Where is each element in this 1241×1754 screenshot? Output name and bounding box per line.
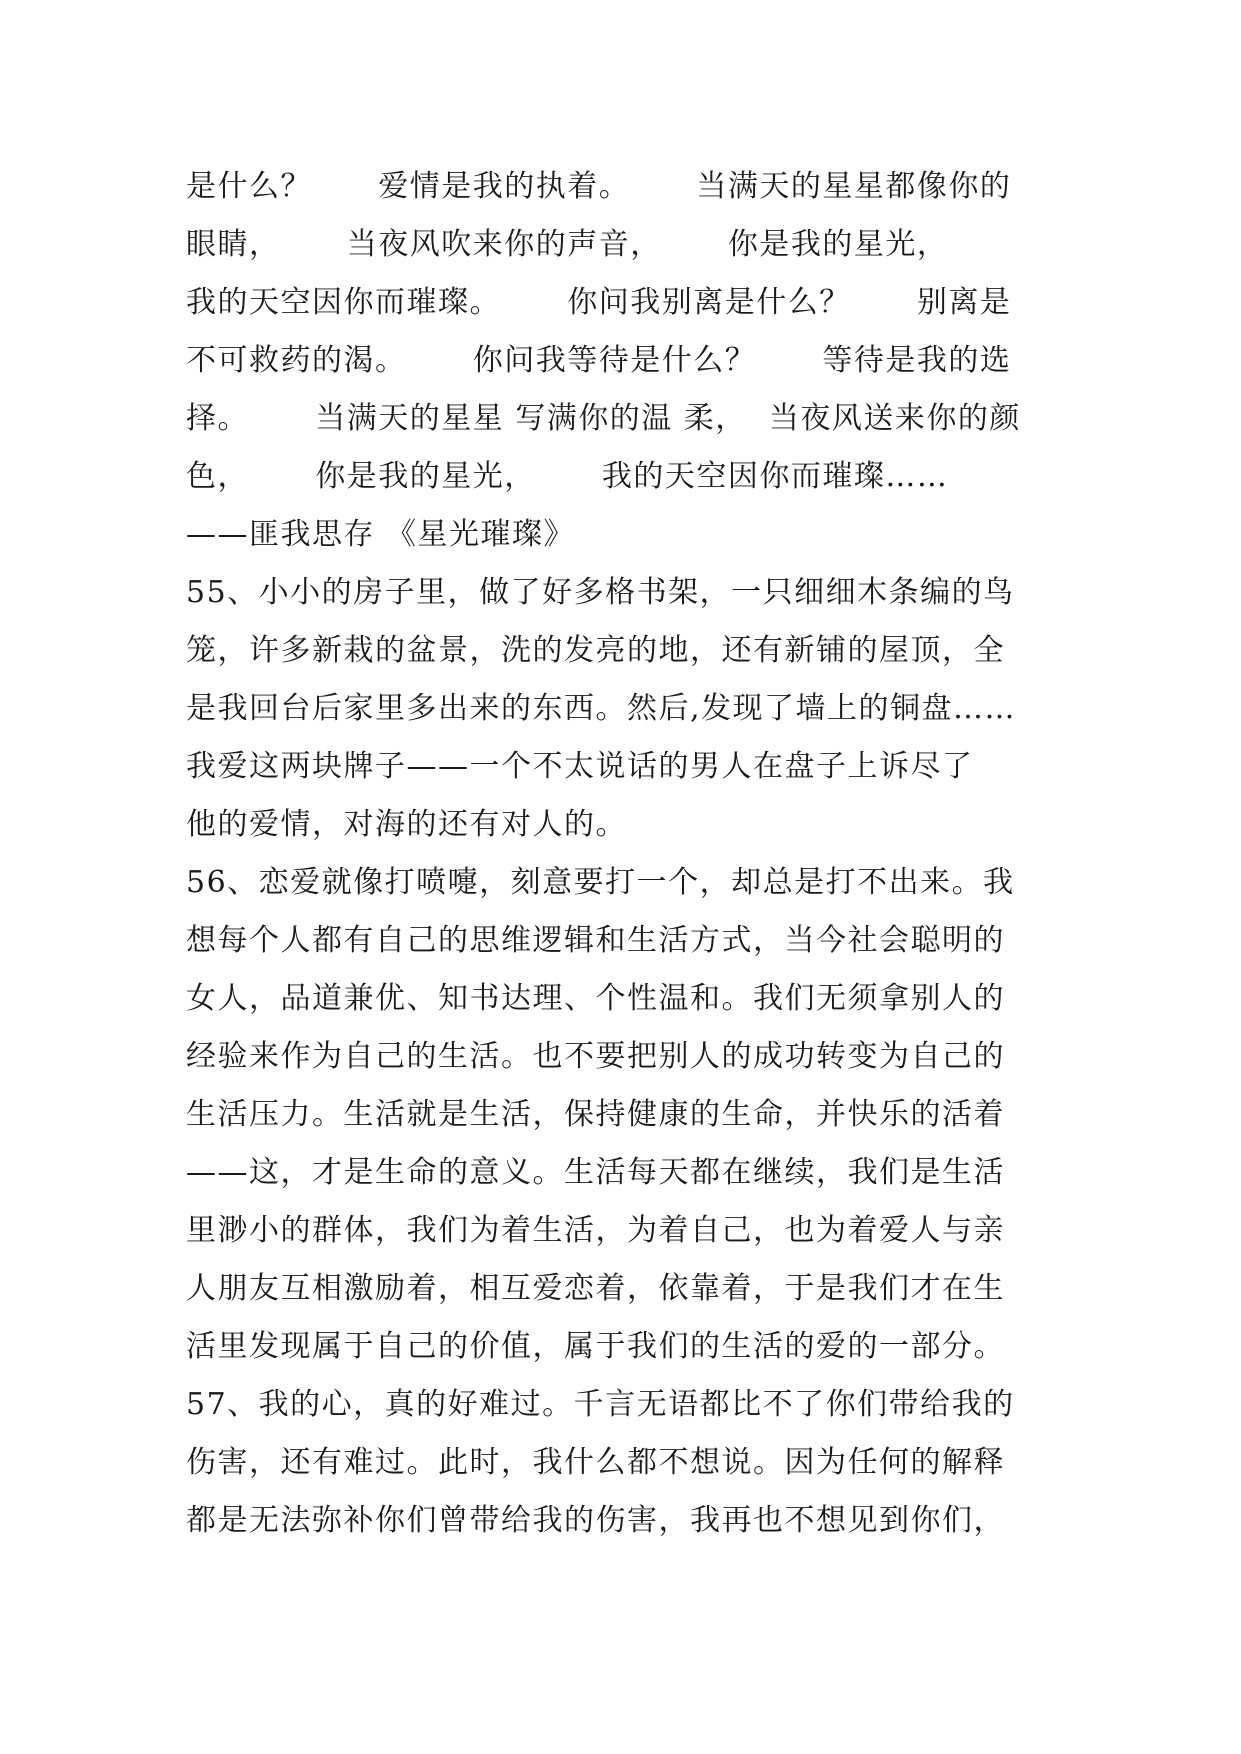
document-body: [186, 0, 1066, 1754]
text-line: ——匪我思存 《星光璀璨》: [186, 517, 576, 552]
text-line: 55、小小的房子里，做了好多格书架，一只细细木条编的鸟: [186, 575, 1015, 610]
text-line: 生活压力。生活就是生活，保持健康的生命，并快乐的活着: [186, 1097, 1005, 1132]
text-line: 活里发现属于自己的价值，属于我们的生活的爱的一部分。: [186, 1329, 1005, 1364]
text-line: 色， 你是我的星光， 我的天空因你而璀璨……: [186, 459, 949, 494]
text-line: 我爱这两块牌子——一个不太说话的男人在盘子上诉尽了: [186, 749, 974, 784]
text-line: 是什么？ 爱情是我的执着。 当满天的星星都像你的: [186, 169, 1012, 204]
text-line: 想每个人都有自己的思维逻辑和生活方式，当今社会聪明的: [186, 923, 1005, 958]
text-line: 是我回台后家里多出来的东西。然后,发现了墙上的铜盘……: [186, 691, 1017, 726]
text-line: 他的爱情，对海的还有对人的。: [186, 807, 627, 842]
text-line: 伤害，还有难过。此时，我什么都不想说。因为任何的解释: [186, 1445, 1005, 1480]
text-line: 人朋友互相激励着，相互爱恋着，依靠着，于是我们才在生: [186, 1271, 1005, 1306]
text-line: 不可救药的渴。 你问我等待是什么？ 等待是我的选: [186, 343, 1012, 378]
text-line: 56、恋爱就像打喷嚏，刻意要打一个，却总是打不出来。我: [186, 865, 1015, 900]
text-line: 笼，许多新栽的盆景，洗的发亮的地，还有新铺的屋顶，全: [186, 633, 1005, 668]
text-line: 里渺小的群体，我们为着生活，为着自己，也为着爱人与亲: [186, 1213, 1005, 1248]
text-line: 经验来作为自己的生活。也不要把别人的成功转变为自己的: [186, 1039, 1005, 1074]
text-line: ——这，才是生命的意义。生活每天都在继续，我们是生活: [186, 1155, 1005, 1190]
text-line: 57、我的心，真的好难过。千言无语都比不了你们带给我的: [186, 1387, 1015, 1422]
text-line: 我的天空因你而璀璨。 你问我别离是什么？ 别离是: [186, 285, 1012, 320]
text-line: 都是无法弥补你们曾带给我的伤害，我再也不想见到你们，: [186, 1503, 1005, 1538]
text-line: 眼睛， 当夜风吹来你的声音， 你是我的星光，: [186, 227, 949, 262]
text-line: 女人，品道兼优、知书达理、个性温和。我们无须拿别人的: [186, 981, 1005, 1016]
text-line: 择。 当满天的星星 写满你的温 柔， 当夜风送来你的颜: [186, 401, 1021, 436]
